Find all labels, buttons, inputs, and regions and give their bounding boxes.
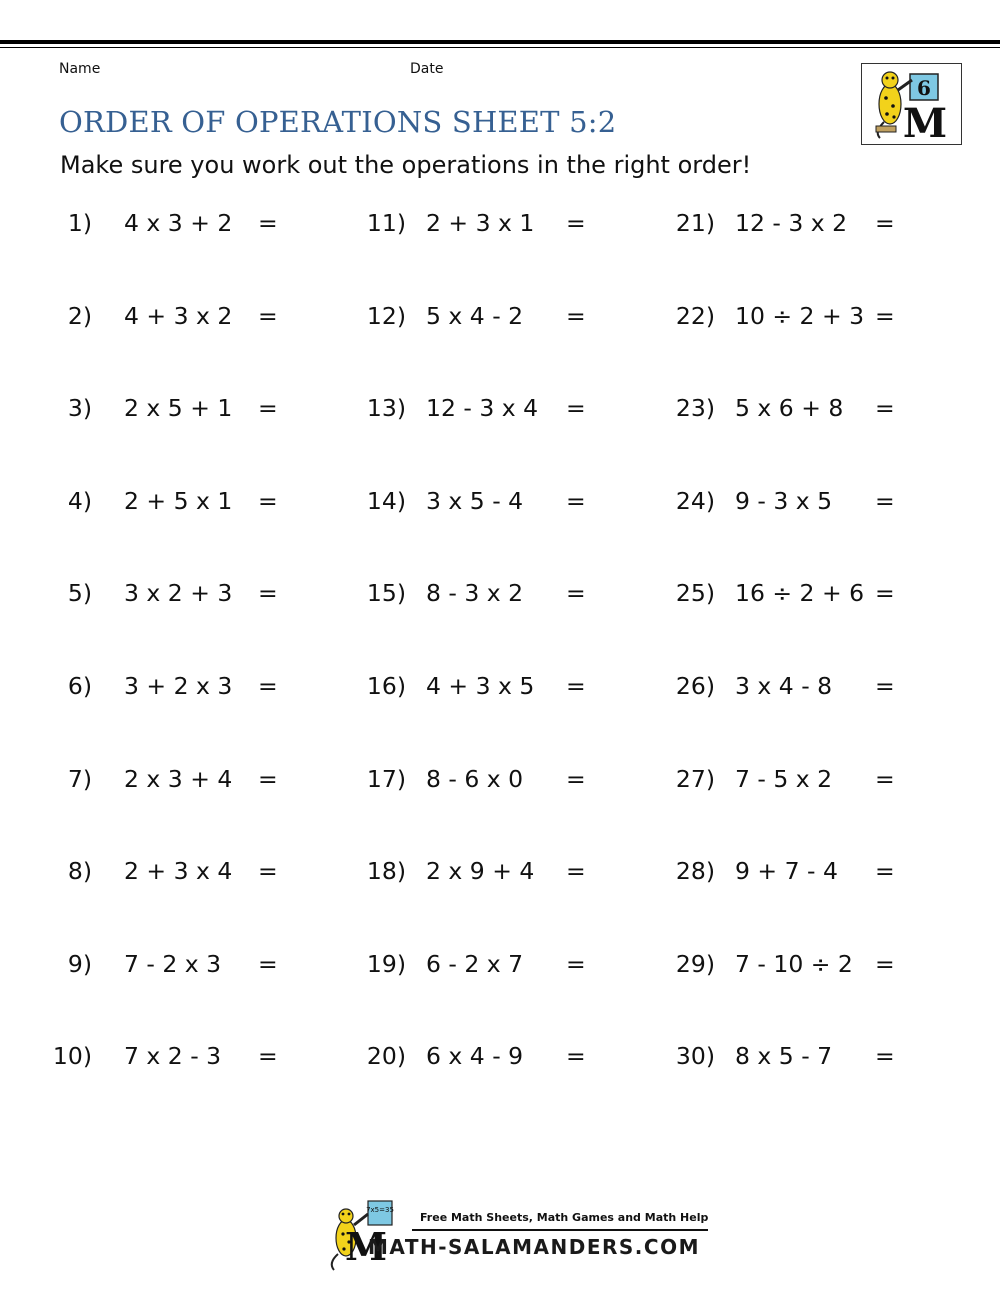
equals-sign: = <box>258 579 278 607</box>
question-item <box>52 1042 292 1076</box>
question-expression: 6 - 2 x 7 <box>426 950 524 978</box>
question-number: 17) <box>366 765 406 793</box>
equals-sign: = <box>258 950 278 978</box>
question-expression: 8 - 6 x 0 <box>426 765 524 793</box>
question-number: 12) <box>366 302 406 330</box>
equals-sign: = <box>875 950 895 978</box>
question-number: 21) <box>675 209 715 237</box>
question-expression: 16 ÷ 2 + 6 <box>735 579 865 607</box>
question-expression: 9 - 3 x 5 <box>735 487 833 515</box>
equals-sign: = <box>258 765 278 793</box>
question-expression: 4 + 3 x 5 <box>426 672 535 700</box>
equals-sign: = <box>875 579 895 607</box>
question-number: 10) <box>52 1042 92 1070</box>
question-number: 2) <box>67 302 92 330</box>
question-item <box>675 950 915 984</box>
question-number: 27) <box>675 765 715 793</box>
equals-sign: = <box>566 1042 586 1070</box>
salamander-logo-icon <box>862 64 961 144</box>
question-item <box>675 1042 915 1076</box>
equals-sign: = <box>566 209 586 237</box>
question-number: 22) <box>675 302 715 330</box>
equals-sign: = <box>875 209 895 237</box>
equals-sign: = <box>875 302 895 330</box>
equals-sign: = <box>258 857 278 885</box>
question-item <box>52 302 292 336</box>
question-number: 5) <box>67 579 92 607</box>
svg-text:M: M <box>344 1224 388 1269</box>
question-item <box>366 209 606 243</box>
footer-board-text: 7x5=35 <box>366 1206 394 1214</box>
date-label: Date <box>410 61 444 77</box>
question-item <box>52 579 292 613</box>
question-expression: 2 x 3 + 4 <box>124 765 233 793</box>
top-rule-thin <box>0 47 1000 48</box>
question-expression: 10 ÷ 2 + 3 <box>735 302 865 330</box>
equals-sign: = <box>566 765 586 793</box>
question-expression: 5 x 4 - 2 <box>426 302 524 330</box>
question-number: 1) <box>67 209 92 237</box>
question-number: 9) <box>67 950 92 978</box>
question-item <box>366 857 606 891</box>
question-number: 19) <box>366 950 406 978</box>
question-number: 7) <box>67 765 92 793</box>
question-item <box>366 579 606 613</box>
question-expression: 7 - 5 x 2 <box>735 765 833 793</box>
question-item <box>52 672 292 706</box>
question-item <box>52 765 292 799</box>
footer-site-name: MATH-SALAMANDERS.COM <box>368 1235 700 1259</box>
equals-sign: = <box>566 950 586 978</box>
equals-sign: = <box>875 394 895 422</box>
equals-sign: = <box>566 302 586 330</box>
question-number: 15) <box>366 579 406 607</box>
equals-sign: = <box>258 394 278 422</box>
question-item <box>52 857 292 891</box>
question-item <box>675 209 915 243</box>
equals-sign: = <box>566 672 586 700</box>
question-item <box>52 394 292 428</box>
question-expression: 8 - 3 x 2 <box>426 579 524 607</box>
question-number: 8) <box>67 857 92 885</box>
question-expression: 5 x 6 + 8 <box>735 394 844 422</box>
footer-tagline: Free Math Sheets, Math Games and Math Help <box>420 1211 709 1224</box>
question-item <box>366 672 606 706</box>
question-number: 14) <box>366 487 406 515</box>
equals-sign: = <box>875 1042 895 1070</box>
question-item <box>675 765 915 799</box>
question-expression: 7 - 2 x 3 <box>124 950 222 978</box>
question-item <box>675 394 915 428</box>
logo-letter: M <box>902 100 948 144</box>
question-number: 13) <box>366 394 406 422</box>
question-item <box>366 950 606 984</box>
question-item <box>52 487 292 521</box>
question-item <box>366 394 606 428</box>
question-expression: 3 x 2 + 3 <box>124 579 233 607</box>
question-item <box>675 302 915 336</box>
equals-sign: = <box>566 487 586 515</box>
footer-rule <box>412 1229 708 1231</box>
question-expression: 12 - 3 x 2 <box>735 209 848 237</box>
question-item <box>52 209 292 243</box>
footer <box>320 1198 720 1273</box>
question-number: 4) <box>67 487 92 515</box>
question-item <box>366 487 606 521</box>
equals-sign: = <box>875 672 895 700</box>
question-expression: 3 x 4 - 8 <box>735 672 833 700</box>
top-rule-thick <box>0 40 1000 44</box>
question-number: 16) <box>366 672 406 700</box>
question-item <box>52 950 292 984</box>
question-expression: 7 - 10 ÷ 2 <box>735 950 853 978</box>
question-number: 28) <box>675 857 715 885</box>
equals-sign: = <box>875 857 895 885</box>
question-item <box>366 302 606 336</box>
question-expression: 6 x 4 - 9 <box>426 1042 524 1070</box>
instructions: Make sure you work out the operations in the right order! <box>60 151 752 179</box>
question-expression: 4 x 3 + 2 <box>124 209 233 237</box>
question-item <box>675 672 915 706</box>
grade-number: 6 <box>917 76 931 100</box>
question-expression: 2 + 3 x 1 <box>426 209 535 237</box>
question-expression: 2 x 9 + 4 <box>426 857 535 885</box>
question-item <box>675 579 915 613</box>
page-title: ORDER OF OPERATIONS SHEET 5:2 <box>59 105 617 139</box>
question-number: 23) <box>675 394 715 422</box>
question-expression: 2 x 5 + 1 <box>124 394 233 422</box>
equals-sign: = <box>875 487 895 515</box>
question-expression: 8 x 5 - 7 <box>735 1042 833 1070</box>
question-item <box>366 1042 606 1076</box>
question-number: 29) <box>675 950 715 978</box>
name-label: Name <box>59 61 101 77</box>
equals-sign: = <box>258 487 278 515</box>
question-number: 30) <box>675 1042 715 1070</box>
question-expression: 12 - 3 x 4 <box>426 394 539 422</box>
equals-sign: = <box>875 765 895 793</box>
question-item <box>675 857 915 891</box>
question-expression: 9 + 7 - 4 <box>735 857 838 885</box>
equals-sign: = <box>258 672 278 700</box>
question-number: 3) <box>67 394 92 422</box>
question-number: 18) <box>366 857 406 885</box>
question-item <box>675 487 915 521</box>
equals-sign: = <box>258 1042 278 1070</box>
question-expression: 3 x 5 - 4 <box>426 487 524 515</box>
equals-sign: = <box>258 302 278 330</box>
question-expression: 7 x 2 - 3 <box>124 1042 222 1070</box>
question-number: 25) <box>675 579 715 607</box>
question-number: 20) <box>366 1042 406 1070</box>
equals-sign: = <box>566 857 586 885</box>
question-item <box>366 765 606 799</box>
equals-sign: = <box>566 579 586 607</box>
grade-logo <box>861 63 962 145</box>
equals-sign: = <box>566 394 586 422</box>
question-number: 26) <box>675 672 715 700</box>
question-expression: 3 + 2 x 3 <box>124 672 233 700</box>
question-number: 6) <box>67 672 92 700</box>
question-expression: 2 + 5 x 1 <box>124 487 233 515</box>
question-number: 11) <box>366 209 406 237</box>
equals-sign: = <box>258 209 278 237</box>
question-number: 24) <box>675 487 715 515</box>
question-expression: 4 + 3 x 2 <box>124 302 233 330</box>
question-expression: 2 + 3 x 4 <box>124 857 233 885</box>
